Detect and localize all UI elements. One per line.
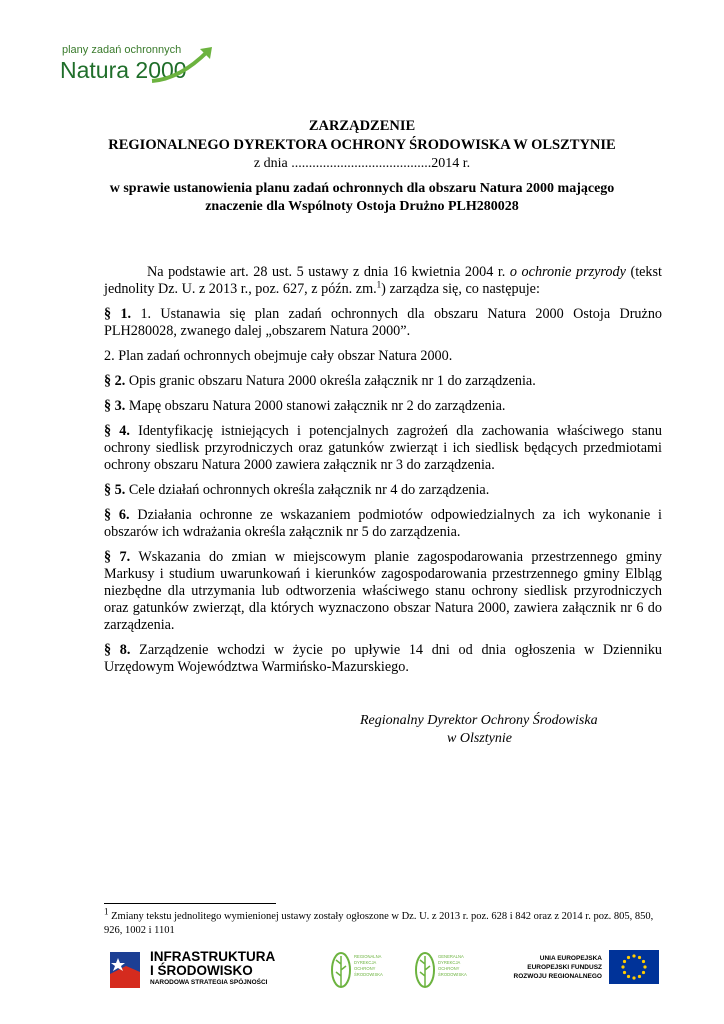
rdos-leaf-icon	[330, 950, 352, 990]
paragraph-3: § 3. Mapę obszaru Natura 2000 stanowi załącznik nr 2 do zarządzenia.	[104, 398, 506, 414]
footnote-ref: 1	[376, 279, 382, 290]
intro-paragraph: Na podstawie art. 28 ust. 5 ustawy z dnia 16 kwietnia 2004 r. o ochronie przyrody (tekst jednolity Dz. U. z 2013 r., poz. 627, z późn. zm.$^1$) zarządza się, co następuje:	[104, 264, 662, 297]
infrastruktura-logo: INFRASTRUKTURA I ŚRODOWISKO NARODOWA STRATEGIA SPÓJNOŚCI	[150, 949, 276, 986]
paragraph-7: § 7. Wskazania do zmian w miejscowym planie zagospodarowania przestrzennego gminy Markusy i studium uwarunkowań i kierunków zagospodarowania przestrzennego gminy Elbląg niezbędne dla utrzymania lub odtworzenia właściwego stanu ochrony siedlisk przyrodniczych oraz gatunków zwierząt, dla których wyznaczono obszar Natura 2000, zawiera załącznik nr 6 do zarządzenia.	[104, 549, 662, 633]
signature-line-1: Regionalny Dyrektor Ochrony Środowiska	[360, 713, 598, 728]
rdos-logo: REGIONALNA DYREKCJA OCHRONY ŚRODOWISKA	[330, 950, 400, 994]
document-body	[104, 264, 662, 676]
logo-small-text: plany zadań ochronnych	[62, 44, 182, 56]
eu-text: UNIA EUROPEJSKA EUROPEJSKI FUNDUSZ ROZWOJU REGIONALNEGO	[513, 955, 602, 980]
document-issuer: REGIONALNEGO DYREKTORA OCHRONY ŚRODOWISKA W OLSZTYNIE	[108, 137, 616, 153]
footnote-divider	[104, 903, 276, 904]
logo-big-text: Natura 2000	[60, 57, 187, 83]
document-subject-1: w sprawie ustanowienia planu zadań ochronnych dla obszaru Natura 2000 mającego	[109, 181, 615, 196]
document-title: ZARZĄDZENIE	[308, 118, 416, 134]
signature-line-2: w Olsztynie	[447, 731, 512, 746]
paragraph-1: § 1. 1. Ustanawia się plan zadań ochronnych dla obszaru Natura 2000 Ostoja Drużno PLH280028, zwanego dalej „obszarem Natura 2000”.	[104, 306, 663, 339]
paragraph-6: § 6. Działania ochronne ze wskazaniem podmiotów odpowiedzialnych za ich wykonanie i obszarów ich wdrażania określa załącznik nr 5 do zarządzenia.	[104, 507, 663, 540]
footer-logos	[104, 948, 664, 998]
footnote: $^1$ Zmiany tekstu jednolitego wymienionej ustawy zostały ogłoszone w Dz. U. z 2013 r. poz. 628 i 842 oraz z 2014 r. poz. 805, 850, 926, 1002 i 1101	[104, 906, 654, 936]
logo-arrow-icon	[150, 45, 220, 85]
paragraph-2: § 2. Opis granic obszaru Natura 2000 określa załącznik nr 1 do zarządzenia.	[104, 373, 536, 389]
paragraph-8: § 8. Zarządzenie wchodzi w życie po upływie 14 dni od dnia ogłoszenia w Dzienniku Urzędowym Województwa Warmińsko-Mazurskiego.	[104, 642, 663, 675]
infrastruktura-emblem-icon	[104, 948, 144, 992]
gdos-logo: GENERALNA DYREKCJA OCHRONY ŚRODOWISKA	[414, 950, 484, 994]
eu-flag-icon	[609, 950, 659, 984]
paragraph-5: § 5. Cele działań ochronnych określa załącznik nr 4 do zarządzenia.	[104, 482, 490, 498]
paragraph-1-2: 2. Plan zadań ochronnych obejmuje cały obszar Natura 2000.	[104, 348, 453, 364]
document-subject-2: znaczenie dla Wspólnoty Ostoja Drużno PLH280028	[205, 199, 519, 214]
paragraph-4: § 4. Identyfikację istniejących i potencjalnych zagrożeń dla zachowania właściwego stanu ochrony siedlisk przyrodniczych oraz gatunków zwierząt i ich siedlisk będących przedmiotami ochrony obszaru Natura 2000 zawiera załącznik nr 3 do zarządzenia.	[104, 423, 662, 473]
document-date: z dnia ........................................2014 r.	[253, 156, 471, 171]
gdos-leaf-icon	[414, 950, 436, 990]
